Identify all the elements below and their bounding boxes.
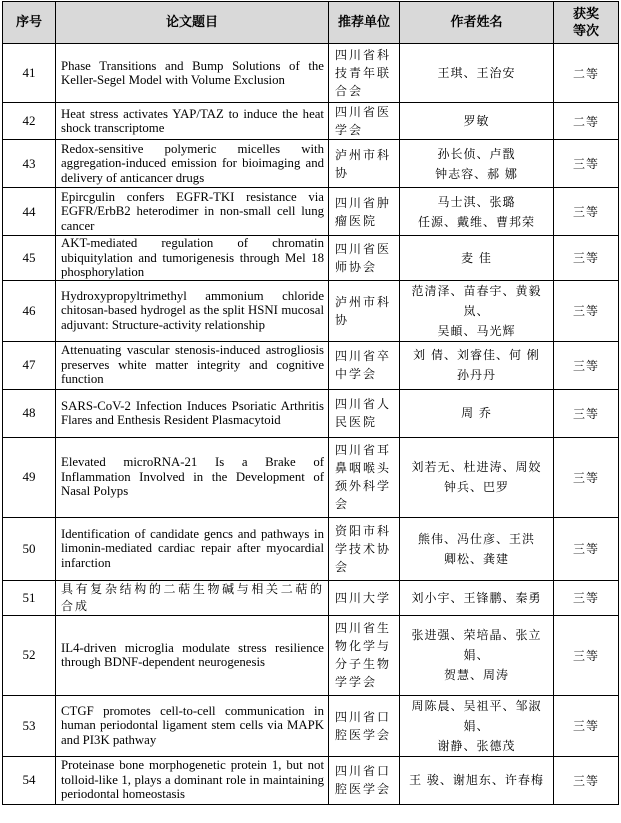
author-names: 周陈晨、吴祖平、邹淑娟、 谢静、张德茂	[400, 695, 554, 756]
table-row	[3, 437, 619, 517]
award-level: 三等	[554, 517, 619, 580]
recommending-unit: 四川省口腔医学会	[329, 756, 400, 804]
award-level: 三等	[554, 437, 619, 517]
paper-title: SARS-CoV-2 Infection Induces Psoriatic Arthritis Flares and Enthesis Resident Plasmacytoid	[56, 389, 329, 437]
paper-title: Identification of candidate gencs and pathways in limonin-mediated cardiac repair after myocardial infarction	[56, 517, 329, 580]
author-names: 刘 倩、刘睿佳、何 俐 孙丹丹	[400, 341, 554, 389]
paper-title: IL4-driven microglia modulate stress resilience through BDNF-dependent neurogenesis	[56, 615, 329, 695]
recommending-unit: 四川省卒中学会	[329, 341, 400, 389]
paper-title: AKT-mediated regulation of chromatin ubiquitylation and tumorigenesis through Mel 18 phosphorylation	[56, 236, 329, 281]
recommending-unit: 四川省医学会	[329, 103, 400, 140]
row-number: 53	[3, 695, 56, 756]
table-row	[3, 140, 619, 188]
award-level: 三等	[554, 580, 619, 615]
row-number: 41	[3, 44, 56, 103]
recommending-unit: 四川省医师协会	[329, 236, 400, 281]
award-level: 三等	[554, 341, 619, 389]
row-number: 54	[3, 756, 56, 804]
table-row	[3, 280, 619, 341]
recommending-unit: 四川省耳鼻咽喉头颈外科学会	[329, 437, 400, 517]
table-row	[3, 188, 619, 236]
row-number: 50	[3, 517, 56, 580]
award-level: 三等	[554, 140, 619, 188]
header-recommending-unit: 推荐单位	[329, 2, 400, 44]
award-level: 三等	[554, 236, 619, 281]
paper-title: Redox-sensitive polymeric micelles with aggregation-induced emission for bioimaging and delivery of anticancer drugs	[56, 140, 329, 188]
recommending-unit: 泸州市科协	[329, 140, 400, 188]
table-body	[3, 44, 619, 805]
table-row	[3, 695, 619, 756]
author-names: 周 乔	[400, 389, 554, 437]
header-number: 序号	[3, 2, 56, 44]
table-row	[3, 615, 619, 695]
table-row	[3, 389, 619, 437]
header-award-level: 获奖 等次	[554, 2, 619, 44]
row-number: 48	[3, 389, 56, 437]
recommending-unit: 四川省人民医院	[329, 389, 400, 437]
paper-title: Heat stress activates YAP/TAZ to induce the heat shock transcriptome	[56, 103, 329, 140]
table-row	[3, 517, 619, 580]
row-number: 46	[3, 280, 56, 341]
paper-title: Elevated microRNA-21 Is a Brake of Inflammation Involved in the Development of Nasal Polyps	[56, 437, 329, 517]
recommending-unit: 泸州市科协	[329, 280, 400, 341]
table-row	[3, 756, 619, 804]
recommending-unit: 资阳市科学技术协会	[329, 517, 400, 580]
paper-title: Epircgulin confers EGFR-TKI resistance via EGFR/ErbB2 heterodimer in non-small cell lung cancer	[56, 188, 329, 236]
recommending-unit: 四川省肿瘤医院	[329, 188, 400, 236]
row-number: 45	[3, 236, 56, 281]
award-level: 三等	[554, 389, 619, 437]
table-header-row	[3, 2, 619, 44]
author-names: 罗敏	[400, 103, 554, 140]
award-level: 二等	[554, 103, 619, 140]
row-number: 52	[3, 615, 56, 695]
paper-title: 具有复杂结构的二萜生物碱与相关二萜的合成	[56, 580, 329, 615]
row-number: 42	[3, 103, 56, 140]
row-number: 43	[3, 140, 56, 188]
recommending-unit: 四川大学	[329, 580, 400, 615]
row-number: 51	[3, 580, 56, 615]
author-names: 刘小宇、王锋鹏、秦勇	[400, 580, 554, 615]
table-row	[3, 580, 619, 615]
paper-title: CTGF promotes cell-to-cell communication in human periodontal ligament stem cells via MAPK and PI3K pathway	[56, 695, 329, 756]
author-names: 刘若无、杜进涛、周姣 钟兵、巴罗	[400, 437, 554, 517]
award-level: 三等	[554, 695, 619, 756]
table-row	[3, 341, 619, 389]
award-level: 三等	[554, 280, 619, 341]
award-level: 三等	[554, 756, 619, 804]
recommending-unit: 四川省科技青年联合会	[329, 44, 400, 103]
author-names: 王琪、王治安	[400, 44, 554, 103]
table-row	[3, 44, 619, 103]
recommending-unit: 四川省口腔医学会	[329, 695, 400, 756]
row-number: 49	[3, 437, 56, 517]
paper-title: Attenuating vascular stenosis-induced astrogliosis preserves white matter integrity and cognitive function	[56, 341, 329, 389]
award-table-page	[2, 1, 619, 805]
award-table	[2, 1, 619, 805]
author-names: 孙长侦、卢戬 钟志容、郝 娜	[400, 140, 554, 188]
author-names: 麦 佳	[400, 236, 554, 281]
award-level: 二等	[554, 44, 619, 103]
paper-title: Hydroxypropyltrimethyl ammonium chloride chitosan-based hydrogel as the split HSNI mucosal adjuvant: Structure-activity relationship	[56, 280, 329, 341]
author-names: 熊伟、冯仕彦、王洪 卿松、龚建	[400, 517, 554, 580]
paper-title: Proteinase bone morphogenetic protein 1, but not tolloid-like 1, plays a dominant role in maintaining periodontal homeostasis	[56, 756, 329, 804]
header-paper-title: 论文题目	[56, 2, 329, 44]
table-row	[3, 103, 619, 140]
award-level: 三等	[554, 615, 619, 695]
row-number: 47	[3, 341, 56, 389]
author-names: 马士淇、张璐 任源、戴维、曹邦荣	[400, 188, 554, 236]
author-names: 王 骏、谢旭东、许春梅	[400, 756, 554, 804]
recommending-unit: 四川省生物化学与分子生物学学会	[329, 615, 400, 695]
author-names: 范清泽、苗春宇、黄毅岚、 吴頔、马光辉	[400, 280, 554, 341]
paper-title: Phase Transitions and Bump Solutions of the Keller-Segel Model with Volume Exclusion	[56, 44, 329, 103]
row-number: 44	[3, 188, 56, 236]
table-row	[3, 236, 619, 281]
author-names: 张进强、荣培晶、张立娟、 贺慧、周涛	[400, 615, 554, 695]
award-level: 三等	[554, 188, 619, 236]
header-authors: 作者姓名	[400, 2, 554, 44]
